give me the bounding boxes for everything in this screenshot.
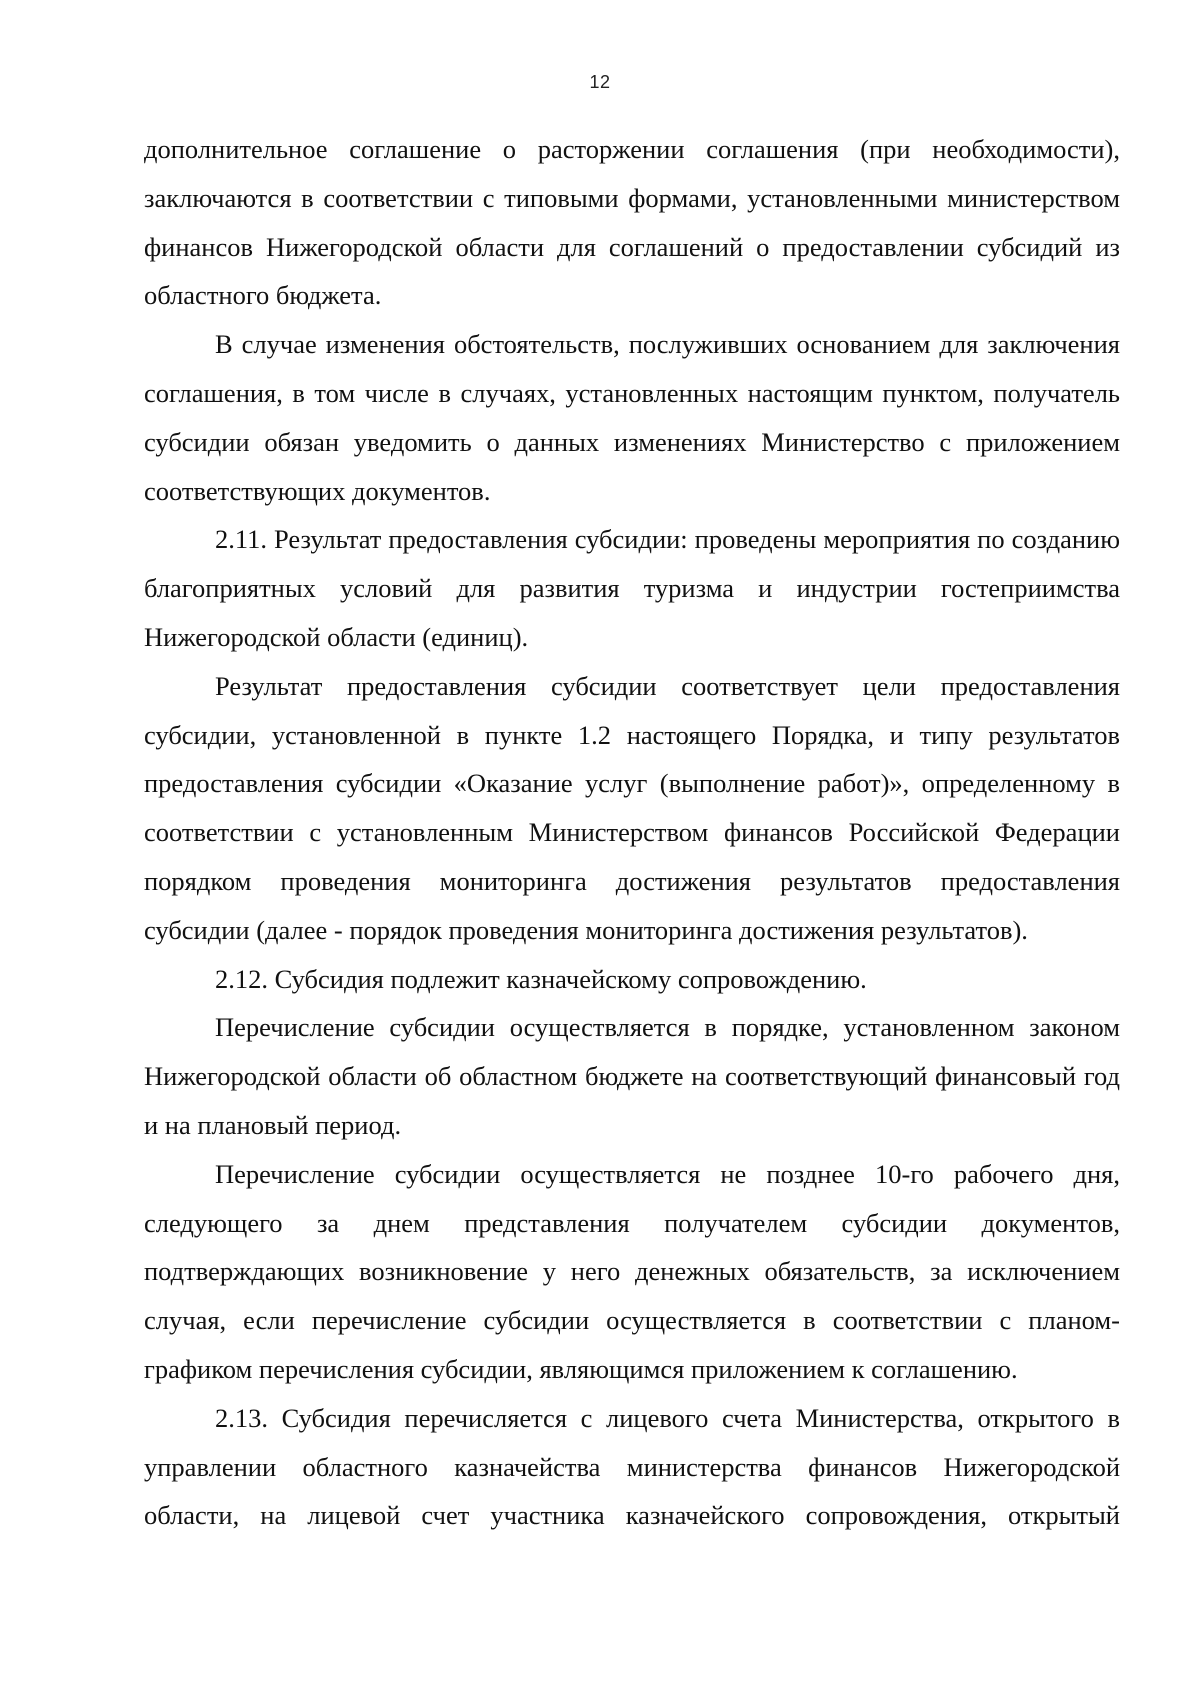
paragraph-circumstances-change: В случае изменения обстоятельств, послуживших основанием для заключения соглашения, в том числе в случаях, установленных настоящим пунктом, получатель субсидии обязан уведомить о данных изменениях Министерство с приложением соответствующих документов. xyxy=(144,329,1120,506)
page-number: 12 xyxy=(589,72,611,92)
paragraph-transfer-deadline: Перечисление субсидии осуществляется не позднее 10-го рабочего дня, следующего за днем представления получателем субсидии документов, подтверждающих возникновение у него денежных обязательств, за исключением случая, если перечисление субсидии осуществляется в соответствии с планом-графиком перечисления субсидии, являющимся приложением к соглашению. xyxy=(144,1158,1120,1384)
paragraph-result-correspondence: Результат предоставления субсидии соответствует цели предоставления субсидии, установленной в пункте 1.2 настоящего Порядка, и типу результатов предоставления субсидии «Оказание услуг (выполнение работ)», определенному в соответствии с установленным Министерством финансов Российской Федерации порядком проведения мониторинга достижения результатов предоставления субсидии (далее - порядок проведения мониторинга достижения результатов). xyxy=(144,670,1120,945)
paragraph-agreement-termination: дополнительное соглашение о расторжении соглашения (при необходимости), заключаются в соответствии с типовыми формами, установленными министерством финансов Нижегородской области для соглашений о предоставлении субсидий из областного бюджета. xyxy=(144,134,1120,311)
paragraph-2-12-treasury: 2.12. Субсидия подлежит казначейскому сопровождению. xyxy=(215,963,867,994)
paragraph-2-13-account: 2.13. Субсидия перечисляется с лицевого счета Министерства, открытого в управлении областного казначейства министерства финансов Нижегородской области, на лицевой счет участника казначейского сопровождения, открытый xyxy=(144,1402,1120,1531)
paragraph-2-11-result: 2.11. Результат предоставления субсидии: проведены мероприятия по созданию благоприятных условий для развития туризма и индустрии гостеприимства Нижегородской области (единиц). xyxy=(144,524,1120,652)
paragraph-transfer-procedure: Перечисление субсидии осуществляется в порядке, установленном законом Нижегородской области об областном бюджете на соответствующий финансовый год и на плановый период. xyxy=(144,1012,1120,1140)
document-body xyxy=(144,125,1120,1540)
